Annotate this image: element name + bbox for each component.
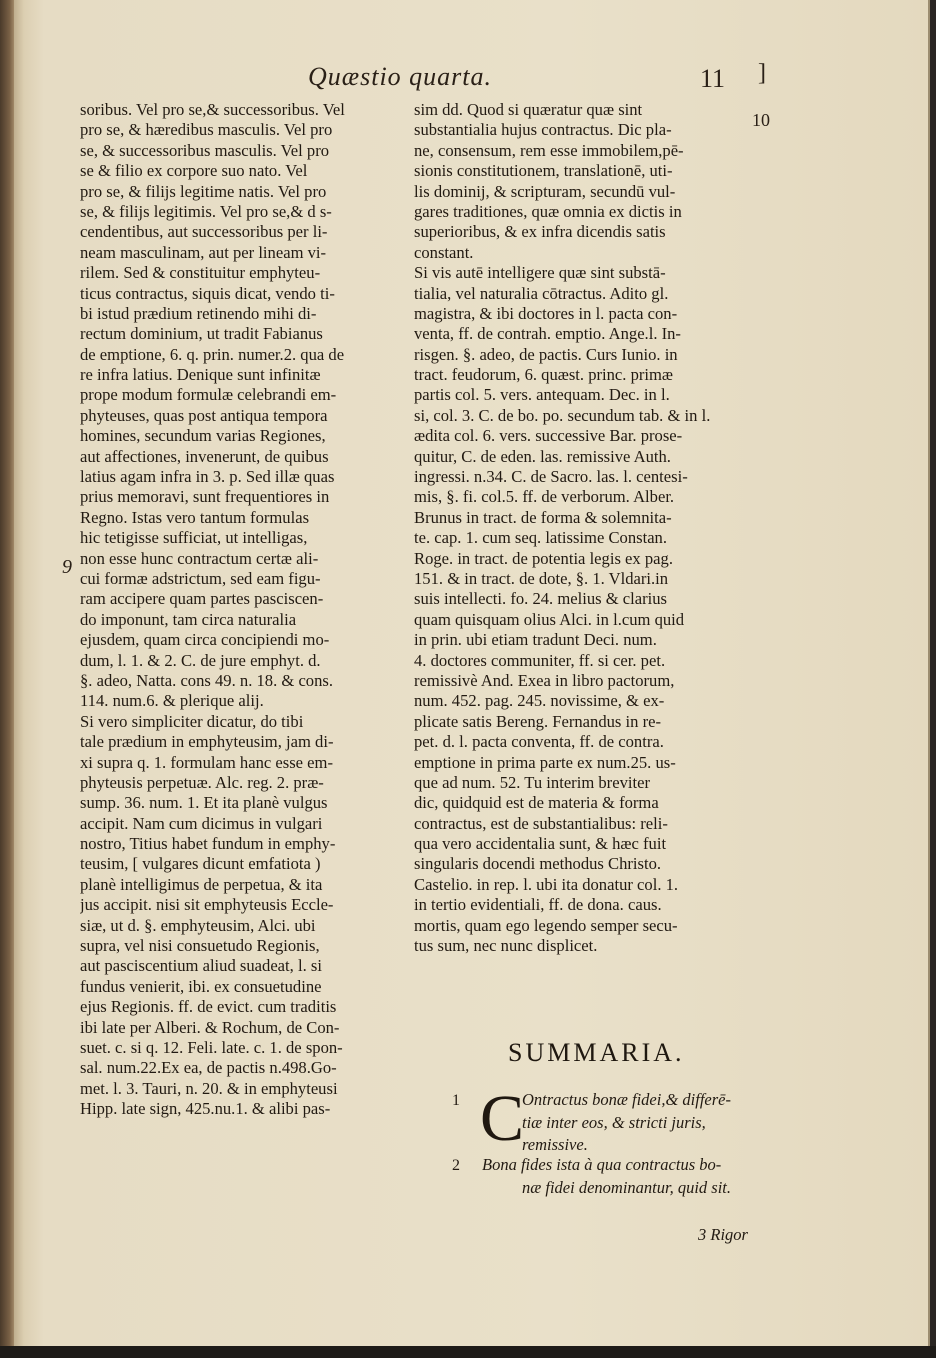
summary-line: remissive. [522,1135,588,1154]
text-line: ædita col. 6. vers. successive Bar. prose- [414,426,683,446]
text-line: risgen. §. adeo, de pactis. Curs Iunio. in [414,344,678,364]
text-line: soribus. Vel pro se,& successoribus. Vel [80,100,345,119]
text-line: plicate satis Bereng. Fernandus in re- [414,711,661,731]
summary-line: Ontractus bonæ fidei,& differē- [522,1090,731,1109]
text-line: si, col. 3. C. de bo. po. secundum tab. & in l. [414,405,711,425]
text-line: Roge. in tract. de potentia legis ex pag. [414,548,673,568]
margin-note-10: 10 [752,110,770,130]
margin-note-9: 9 [62,556,72,578]
text-line: contractus, est de substantialibus: reli- [414,813,668,833]
left-text-column [80,100,410,1120]
text-line: qua vero accidentalia sunt, & hæc fuit [414,834,667,854]
text-line: in tertio evidentiali, ff. de dona. caus. [414,895,662,915]
text-line: substantialia hujus contractus. Dic pla- [414,120,672,140]
text-line: ram accipere quam partes pasciscen- [80,589,324,609]
catchword [698,1225,748,1245]
text-line: rilem. Sed & constituitur emphyteu- [80,263,321,283]
summary-line: næ fidei denominantur, quid sit. [522,1178,732,1197]
text-line: pro se, & filijs legitime natis. Vel pro [80,181,327,201]
text-line: Regno. Istas vero tantum formulas [80,507,310,527]
text-line: se, & successoribus masculis. Vel pro [80,140,330,160]
text-line: prius memoravi, sunt frequentiores in [80,487,330,507]
text-line: ejusdem, quam circa concipiendi mo- [80,630,330,650]
text-line: superioribus, & ex infra dicendis satis [414,222,666,242]
text-line: gares traditiones, quæ omnia ex dictis in [414,201,682,221]
text-line: phyteusis perpetuæ. Alc. reg. 2. præ- [80,772,324,792]
book-spine-edge [0,0,14,1358]
catchword-number: 3 [698,1225,707,1244]
text-line: cui formæ adstrictum, sed eam figu- [80,568,321,588]
text-line: ticus contractus, siquis dicat, vendo ti- [80,283,335,303]
text-line: partis col. 5. vers. antequam. Dec. in l. [414,385,670,405]
text-line: xi supra q. 1. formulam hanc esse em- [80,752,333,772]
text-line: tale prædium in emphyteusim, jam di- [80,732,334,752]
text-line: ne, consensum, rem esse immobilem,pē- [414,140,684,160]
text-line: 114. num.6. & plerique alij. [80,691,264,711]
text-line: accipit. Nam cum dicimus in vulgari [80,813,323,833]
text-line: Hipp. late sign, 425.nu.1. & alibi pas- [80,1099,331,1119]
text-line: phyteuses, quas post antiqua tempora [80,405,328,425]
text-line: te. cap. 1. cum seq. latissime Constan. [414,528,668,548]
text-line: suet. c. si q. 12. Feli. late. c. 1. de spon- [80,1037,343,1057]
text-line: singularis docendi methodus Christo. [414,854,662,874]
text-line: in prin. ubi etiam tradunt Deci. num. [414,630,657,650]
text-line: dic, quidquid est de materia & forma [414,793,659,813]
text-line: non esse hunc contractum certæ ali- [80,548,319,568]
text-line: mis, §. fi. col.5. ff. de verborum. Alber. [414,487,675,507]
text-line: prope modum formulæ celebrandi em- [80,385,337,405]
text-line: venta, ff. de contrah. emptio. Ange.l. In- [414,324,681,344]
text-line: siæ, ut d. §. emphyteusim, Alci. ubi [80,915,316,935]
dropcap-letter: C [480,1082,525,1155]
running-title: Quæstio quarta. [307,62,493,91]
text-line: Castelio. in rep. l. ubi ita donatur col. 1. [414,874,679,894]
text-line: de emptione, 6. q. prin. numer.2. qua de [80,344,345,364]
text-line: planè intelligimus de perpetua, & ita [80,874,323,894]
text-line: remissivè And. Exea in libro pactorum, [414,670,675,690]
summary-line: tiæ inter eos, & stricti juris, [522,1113,706,1132]
text-line: re infra latius. Denique sunt infinitæ [80,365,321,385]
text-line: sim dd. Quod si quæratur quæ sint [414,100,643,119]
summary-line: Bona fides ista à qua contractus bo- [482,1155,722,1174]
text-line: suis intellecti. fo. 24. melius & clarius [414,589,668,609]
page-number: 11 [700,64,726,93]
text-line: 4. doctores communiter, ff. si cer. pet. [414,650,666,670]
text-line: cendentibus, aut successoribus per li- [80,222,328,242]
text-line: mortis, quam ego legendo semper secu- [414,915,678,935]
text-line: §. adeo, Natta. cons 49. n. 18. & cons. [80,670,334,690]
text-line: pet. d. l. pacta conventa, ff. de contra. [414,732,664,752]
text-line: ejus Regionis. ff. de evict. cum traditis [80,997,337,1017]
text-line: sal. num.22.Ex ea, de pactis n.498.Go- [80,1058,337,1078]
text-line: Si vero simpliciter dicatur, do tibi [80,711,304,731]
catchword-text: Rigor [710,1225,748,1244]
text-line: met. l. 3. Tauri, n. 20. & in emphyteusi [80,1078,338,1098]
text-line: pro se, & hæredibus masculis. Vel pro [80,120,333,140]
summaria-heading: SUMMARIA. [508,1038,685,1067]
text-line: sionis constitutionem, translationē, uti- [414,161,673,181]
text-line: ibi late per Alberi. & Rochum, de Con- [80,1017,340,1037]
text-line: jus accipit. nisi sit emphyteusis Eccle- [80,895,334,915]
text-line: supra, vel nisi consuetudo Regionis, [80,936,320,956]
text-line: tract. feudorum, 6. quæst. princ. primæ [414,365,674,385]
text-line: neam masculinam, aut per lineam vi- [80,242,327,262]
text-line: tialia, vel naturalia cōtractus. Adito gl. [414,283,669,303]
text-line: emptione in prima parte ex num.25. us- [414,752,676,772]
text-line: fundus venierit, ibi. ex consuetudine [80,976,322,996]
text-line: se & filio ex corpore suo nato. Vel [80,161,308,181]
text-line: constant. [414,242,474,262]
text-line: dum, l. 1. & 2. C. de jure emphyt. d. [80,650,321,670]
text-line: homines, secundum varias Regiones, [80,426,326,446]
text-line: bi istud prædium retinendo mihi di- [80,303,317,323]
text-line: 151. & in tract. de dote, §. 1. Vldari.in [414,568,669,588]
text-line: que ad num. 52. Tu interim breviter [414,772,650,792]
text-line: quam quisquam olius Alci. in l.cum quid [414,609,685,629]
text-line: teusim, [ vulgares dicunt emfatiota ) [80,854,321,874]
text-line: num. 452. pag. 245. novissime, & ex- [414,691,665,711]
text-line: ingressi. n.34. C. de Sacro. las. l. centesi- [414,467,688,487]
text-line: hic tetigisse sufficiat, ut intelligas, [80,528,308,548]
text-line: latius agam infra in 3. p. Sed illæ quas [80,467,335,487]
text-line: tus sum, nec nunc displicet. [414,936,598,956]
text-line: se, & filijs legitimis. Vel pro se,& d s- [80,201,332,221]
text-line: Brunus in tract. de forma & solemnita- [414,507,672,527]
text-line: Si vis autē intelligere quæ sint substā- [414,263,666,283]
text-line: quitur, C. de eden. las. remissive Auth. [414,446,671,466]
page-mark: ] [758,60,766,86]
page-bottom-shadow [0,1346,936,1358]
summary-number: 1 [452,1092,460,1109]
right-text-column [414,100,764,956]
text-line: magistra, & ibi doctores in l. pacta con- [414,303,678,323]
text-line: aut affectiones, invenerunt, de quibus [80,446,329,466]
text-line: sump. 36. num. 1. Et ita planè vulgus [80,793,328,813]
text-line: aut pasciscentium aliud suadeat, l. si [80,956,322,976]
summary-number: 2 [452,1157,460,1174]
text-line: lis dominij, & scripturam, secundū vul- [414,181,676,201]
text-line: rectum dominium, ut tradit Fabianus [80,324,323,344]
text-line: nostro, Titius habet fundum in emphy- [80,834,336,854]
text-line: do imponunt, tam circa naturalia [80,609,297,629]
